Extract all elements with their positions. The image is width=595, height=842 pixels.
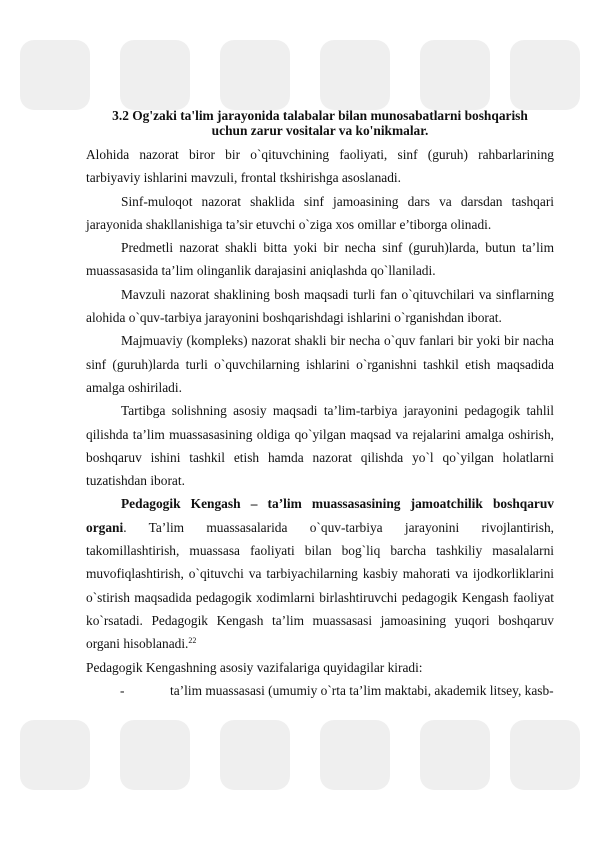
list-item-text: ta’lim muassasasi (umumiy o`rta ta’lim maktabi, akademik litsey, kasb- <box>170 682 554 698</box>
paragraph-7-text: . Ta’lim muassasalarida o`quv-tarbiya jarayonini rivojlantirish, takomillashtirish, muassasa faoliyati bilan bog`liq barcha tashkiliy masalalarni muvofiqlashtirish, o`qituvchi va tarbiyachilarning kasbiy mahorati va ijodkorliklarini o`stirish maqsadida pedagogik xodimlarni birlashtiruvchi pedagogik Kengash faoliyat ko`rsatadi. Pedagogik Kengash ta’lim muassasasi jamoasining yuqori boshqaruv organi hisoblanadi. <box>86 519 554 652</box>
section-heading-line-1: 3.2 Og'zaki ta'lim jarayonida talabalar bilan munosabatlarni boshqarish <box>112 108 528 123</box>
paragraph-7 <box>86 492 554 655</box>
paragraph-6: Tartibga solishning asosiy maqsadi ta’lim-tarbiya jarayonini pedagogik tahlil qilishda ta’lim muassasasining oldiga qo`yilgan maqsad va rejalarini amalga oshirish, boshqaruv ishini tashkil etish hamda nazorat qilishda yo`l qo`yilgan holatlarni tuzatishdan iborat. <box>86 403 554 489</box>
document-body <box>86 108 554 702</box>
paragraph-8: Pedagogik Kengashning asosiy vazifalariga quyidagilar kiradi: <box>86 659 423 675</box>
paragraph-5: Majmuaviy (kompleks) nazorat shakli bir necha o`quv fanlari bir yoki bir nacha sinf (guruh)larda turli o`quvchilarning ishlarini o`rganishni tashkil etish maqsadida amalga oshiriladi. <box>86 333 554 395</box>
footnote-ref[interactable]: 22 <box>188 636 197 646</box>
list-item <box>86 679 554 702</box>
paragraph-3: Predmetli nazorat shakli bitta yoki bir necha sinf (guruh)larda, butun ta’lim muassasasida ta’lim olinganlik darajasini aniqlashda qo`llaniladi. <box>86 240 554 279</box>
paragraph-4: Mavzuli nazorat shaklining bosh maqsadi turli fan o`qituvchilari va sinflarning alohida o`quv-tarbiya jarayonini boshqarishdagi ishlarini o`rganishdan iborat. <box>86 286 554 326</box>
paragraph-7-bold-term: Pedagogik Kengash – ta’lim muassasasining jamoatchilik boshqaruv organi <box>86 496 554 535</box>
paragraph-1: Alohida nazorat biror bir o`qituvchining faoliyati, sinf (guruh) rahbarlarining tarbiyaviy ishlarini mavzuli, frontal tkshirishga asoslanadi. <box>86 147 554 186</box>
paragraph-2: Sinf-muloqot nazorat shaklida sinf jamoasining dars va darsdan tashqari jarayonida shakllanishiga ta’sir etuvchi o`ziga xos omillar e’tiborga olinadi. <box>86 193 554 232</box>
list-dash-marker: - <box>120 682 125 698</box>
section-heading-line-2: uchun zarur vositalar va ko'nikmalar. <box>211 123 429 138</box>
section-heading <box>86 108 554 138</box>
